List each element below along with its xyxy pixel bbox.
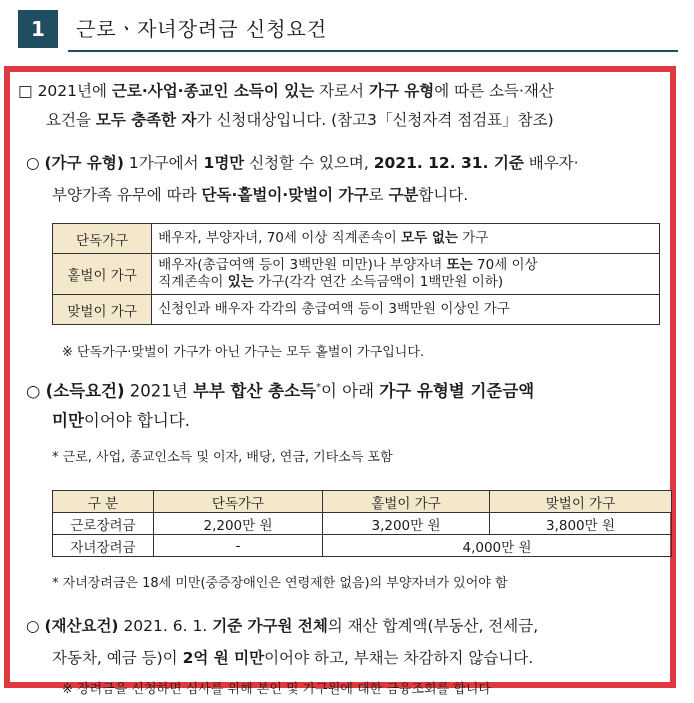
header-divider xyxy=(68,50,678,52)
table-row xyxy=(53,224,660,254)
section-number: 1 xyxy=(18,10,58,48)
section-header xyxy=(18,10,678,52)
income-line-2: 미만이어야 합니다. xyxy=(52,411,191,430)
table-cell: - xyxy=(154,535,323,557)
income-threshold-table xyxy=(52,490,672,557)
table-row xyxy=(53,513,672,535)
income-note: * 근로, 사업, 종교인소득 및 이자, 배당, 연금, 기타소득 포함 xyxy=(52,450,393,465)
table-row xyxy=(53,254,660,295)
row-content: 배우자(총급여액 등이 3백만원 미만)나 부양자녀 또는 70세 이상 직계존속이 있는 가구(각각 연간 소득금액이 1백만원 이하) xyxy=(152,254,660,295)
row-label: 단독가구 xyxy=(53,224,152,254)
column-header: 맞벌이 가구 xyxy=(490,491,672,513)
row-label: 홑벌이 가구 xyxy=(53,254,152,295)
table-cell: 4,000만 원 xyxy=(323,535,672,557)
asset-line-1: ○ (재산요건) 2021. 6. 1. 기준 가구원 전체의 재산 합계액(부동산, 전세금, xyxy=(26,617,539,635)
asset-note: ※ 장려금을 신청하면 심사를 위해 본인 및 가구원에 대한 금융조회를 합니다 xyxy=(62,682,491,697)
household-note: ※ 단독가구·맞벌이 가구가 아닌 가구는 모두 홑벌이 가구입니다. xyxy=(62,345,425,360)
household-line-1: ○ (가구 유형) 1가구에서 1명만 신청할 수 있으며, 2021. 12. 31. 기준 배우자· xyxy=(26,154,579,172)
income-line-1: ○ (소득요건) 2021년 부부 합산 총소득*이 아래 가구 유형별 기준금액 xyxy=(26,381,535,401)
table-row xyxy=(53,535,672,557)
household-type-table xyxy=(52,223,660,325)
column-header: 구 분 xyxy=(53,491,154,513)
household-line-2: 부양가족 유무에 따라 단독·홑벌이·맞벌이 가구로 구분합니다. xyxy=(52,186,469,204)
row-label: 근로장려금 xyxy=(53,513,154,535)
asset-line-2: 자동차, 예금 등)이 2억 원 미만이어야 하고, 부채는 차감하지 않습니다. xyxy=(52,649,534,667)
intro-line-1: □ 2021년에 근로·사업·종교인 소득이 있는 자로서 가구 유형에 따른 소득·재산 xyxy=(18,82,554,100)
income-table-note: * 자녀장려금은 18세 미만(중증장애인은 연령제한 없음)의 부양자녀가 있어야 함 xyxy=(52,576,508,591)
row-label: 맞벌이 가구 xyxy=(53,295,152,325)
table-cell: 3,800만 원 xyxy=(490,513,672,535)
table-cell: 2,200만 원 xyxy=(154,513,323,535)
section-title: 근로ㆍ자녀장려금 신청요건 xyxy=(76,17,328,41)
column-header: 홑벌이 가구 xyxy=(323,491,490,513)
table-cell: 3,200만 원 xyxy=(323,513,490,535)
row-content: 배우자, 부양자녀, 70세 이상 직계존속이 모두 없는 가구 xyxy=(152,224,660,254)
table-row xyxy=(53,295,660,325)
row-label: 자녀장려금 xyxy=(53,535,154,557)
table-header-row xyxy=(53,491,672,513)
intro-line-2: 요건을 모두 충족한 자가 신청대상입니다. (참고3「신청자격 점검표」참조) xyxy=(46,111,554,129)
highlight-frame xyxy=(4,66,676,697)
column-header: 단독가구 xyxy=(154,491,323,513)
row-content: 신청인과 배우자 각각의 총급여액 등이 3백만원 이상인 가구 xyxy=(152,295,660,325)
